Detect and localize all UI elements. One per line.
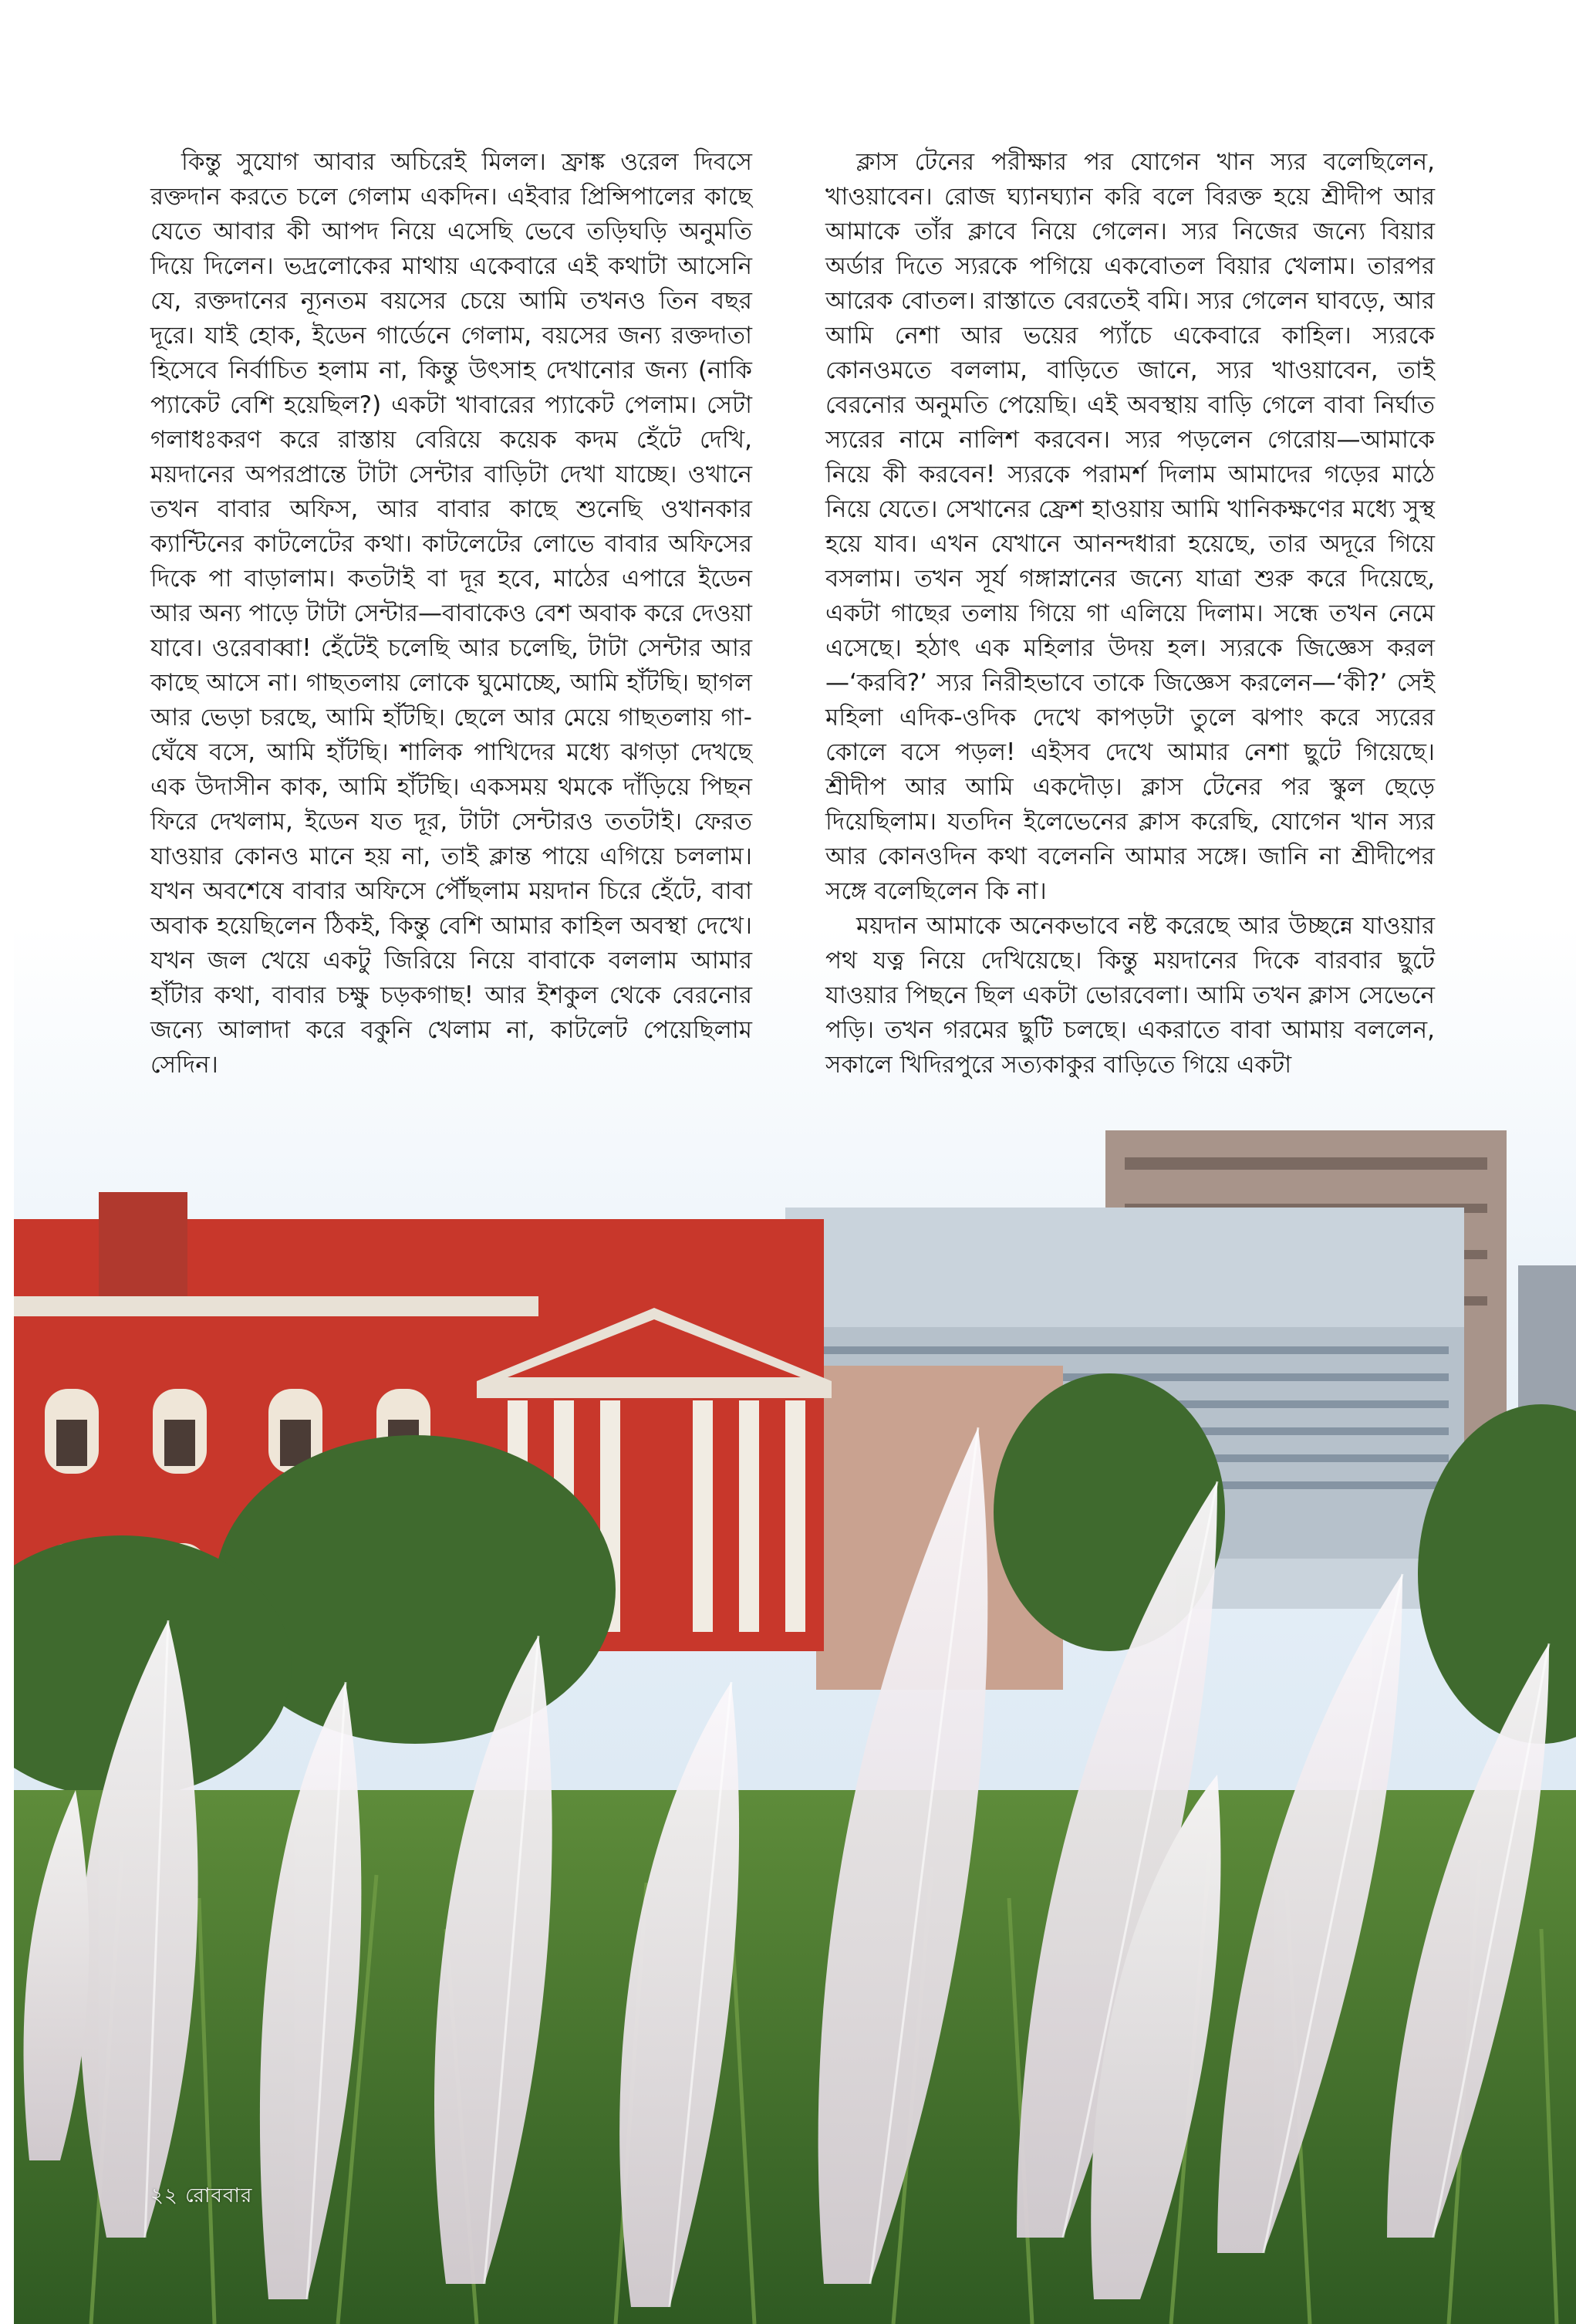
kash-grass-photo: [14, 926, 1576, 2324]
article-paragraph: কিন্তু সুযোগ আবার অচিরেই মিলল। ফ্রাঙ্ক ওরেল দিবসে রক্তদান করতে চলে গেলাম একদিন। এইবার প্রিন্সিপালের কাছে যেতে আবার কী আপদ নিয়ে এসেছি ভেবে তড়িঘড়ি অনুমতি দিয়ে দিলেন। ভদ্রলোকের মাথায় একেবারে এই কথাটা আসেনি যে, রক্তদানের ন্যূনতম বয়সের চেয়ে আমি তখনও তিন বছর দূরে। যাই হোক, ইডেন গার্ডেনে গেলাম, বয়সের জন্য রক্তদাতা হিসেবে নির্বাচিত হলাম না, কিন্তু উৎসাহ দেখানোর জন্য (নাকি প্যাকেট বেশি হয়েছিল?) একটা খাবারের প্যাকেট পেলাম। সেটা গলাধঃকরণ করে রাস্তায় বেরিয়ে কয়েক কদম হেঁটে দেখি, ময়দানের অপরপ্রান্তে টাটা সেন্টার বাড়িটা দেখা যাচ্ছে। ওখানে তখন বাবার অফিস, আর বাবার কাছে শুনেছি ওখানকার ক্যান্টিনের কাটলেটের কথা। কাটলেটের লোভে বাবার অফিসের দিকে পা বাড়ালাম। কতটাই বা দূর হবে, মাঠের এপারে ইডেন আর অন্য পাড়ে টাটা সেন্টার—বাবাকেও বেশ অবাক করে দেওয়া যাবে। ওরেবাব্বা! হেঁটেই চলেছি আর চলেছি, টাটা সেন্টার আর কাছে আসে না। গাছতলায় লোকে ঘুমোচ্ছে, আমি হাঁটছি। ছাগল আর ভেড়া চরছে, আমি হাঁটছি। ছেলে আর মেয়ে গাছতলায় গা-ঘেঁষে বসে, আমি হাঁটছি। শালিক পাখিদের মধ্যে ঝগড়া দেখছে এক উদাসীন কাক, আমি হাঁটছি। একসময় থমকে দাঁড়িয়ে পিছন ফিরে দেখলাম, ইডেন যত দূর, টাটা সেন্টারও ততটাই। ফেরত যাওয়ার কোনও মানে হয় না, তাই ক্লান্ত পায়ে এগিয়ে চললাম। যখন অবশেষে বাবার অফিসে পৌঁছলাম ময়দান চিরে হেঁটে, বাবা অবাক হয়েছিলেন ঠিকই, কিন্তু বেশি আমার কাহিল অবস্থা দেখে। যখন জল খেয়ে একটু জিরিয়ে নিয়ে বাবাকে বললাম আমার হাঁটার কথা, বাবার চক্ষু চড়কগাছ! আর ইশকুল থেকে বেরনোর জন্যে আলাদা করে বকুনি খেলাম না, কাটলেট পেয়েছিলাম সেদিন।: [150, 148, 752, 1079]
page-number-label: ২২ রোববার: [150, 2184, 253, 2207]
article-column-right: [825, 145, 1435, 1083]
article-column-left: [150, 145, 752, 1083]
article-paragraph: ক্লাস টেনের পরীক্ষার পর যোগেন খান স্যর বলেছিলেন, খাওয়াবেন। রোজ ঘ্যানঘ্যান করি বলে বিরক্ত হয়ে শ্রীদীপ আর আমাকে তাঁর ক্লাবে নিয়ে গেলেন। স্যর নিজের জন্যে বিয়ার অর্ডার দিতে স্যরকে পগিয়ে একবোতল বিয়ার খেলাম। তারপর আরেক বোতল। রাস্তাতে বেরতেই বমি। স্যর গেলেন ঘাবড়ে, আর আমি নেশা আর ভয়ের প্যাঁচে একেবারে কাহিল। স্যরকে কোনওমতে বললাম, বাড়িতে জানে, স্যর খাওয়াবেন, তাই বেরনোর অনুমতি পেয়েছি। এই অবস্থায় বাড়ি গেলে বাবা নির্ঘাত স্যরের নামে নালিশ করবেন। স্যর পড়লেন গেরোয়—আমাকে নিয়ে কী করবেন! স্যরকে পরামর্শ দিলাম আমাদের গড়ের মাঠে নিয়ে যেতে। সেখানের ফ্রেশ হাওয়ায় আমি খানিকক্ষণের মধ্যে সুস্থ হয়ে যাব। এখন যেখানে আনন্দধারা হয়েছে, তার অদূরে গিয়ে বসলাম। তখন সূর্য গঙ্গাস্নানের জন্যে যাত্রা শুরু করে দিয়েছে, একটা গাছের তলায় গিয়ে গা এলিয়ে দিলাম। সন্ধে তখন নেমে এসেছে। হঠাৎ এক মহিলার উদয় হল। স্যরকে জিজ্ঞেস করল—‘করবি?’ স্যর নিরীহভাবে তাকে জিজ্ঞেস করলেন—‘কী?’ সেই মহিলা এদিক-ওদিক দেখে কাপড়টা তুলে ঝপাং করে স্যরের কোলে বসে পড়ল! এইসব দেখে আমার নেশা ছুটে গিয়েছে। শ্রীদীপ আর আমি একদৌড়। ক্লাস টেনের পর স্কুল ছেড়ে দিয়েছিলাম। যতদিন ইলেভেনের ক্লাস করেছি, যোগেন খান স্যর আর কোনওদিন কথা বলেননি আমার সঙ্গে। জানি না শ্রীদীপের সঙ্গে বলেছিলেন কি না।: [825, 148, 1435, 905]
article-paragraph: ময়দান আমাকে অনেকভাবে নষ্ট করেছে আর উচ্ছন্নে যাওয়ার পথ যত্ন নিয়ে দেখিয়েছে। কিন্তু ময়দানের দিকে বারবার ছুটে যাওয়ার পিছনে ছিল একটা ভোরবেলা। আমি তখন ক্লাস সেভেনে পড়ি। তখন গরমের ছুটি চলছে। একরাতে বাবা আমায় বললেন, সকালে খিদিরপুরে সত্যকাকুর বাড়িতে গিয়ে একটা: [825, 912, 1435, 1079]
photo-illustration: [14, 926, 1576, 2324]
